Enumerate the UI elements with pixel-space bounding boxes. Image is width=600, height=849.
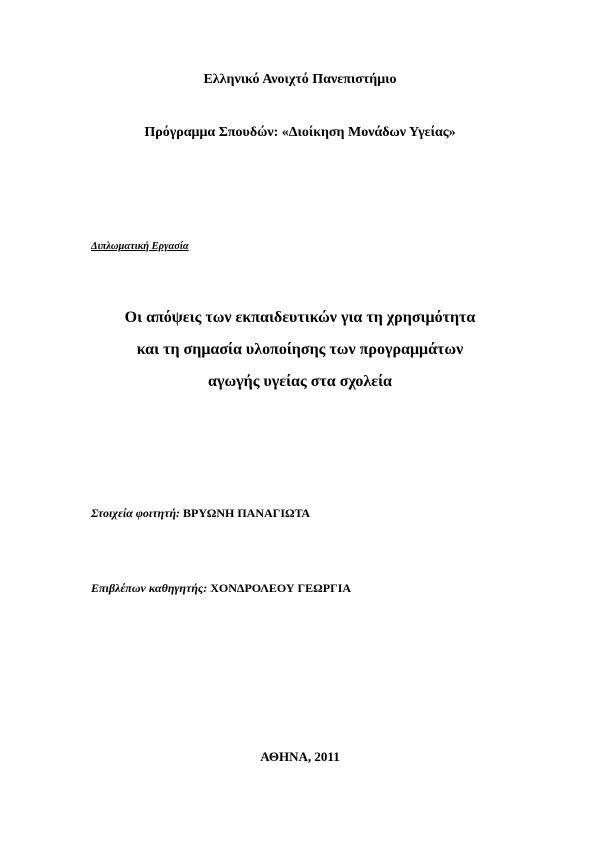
supervisor-info [91,581,351,596]
thesis-title-line: και τη σημασία υλοποίησης των προγραμμάτων [136,341,464,358]
study-program: Πρόγραμμα Σπουδών: «Διοίκηση Μονάδων Υγείας» [144,125,456,140]
supervisor-name: ΧΟΝΔΡΟΛΕΟΥ ΓΕΩΡΓΙΑ [210,581,352,595]
thesis-title-line: Οι απόψεις των εκπαιδευτικών για τη χρησιμότητα [124,309,476,326]
student-label: Στοιχεία φοιτητή: [91,506,184,520]
university-name: Ελληνικό Ανοιχτό Πανεπιστήμιο [203,72,397,87]
student-info [91,506,310,521]
thesis-title-line: αγωγής υγείας στα σχολεία [208,373,392,390]
place-and-date: ΑΘΗΝΑ, 2011 [260,749,340,764]
supervisor-label: Επιβλέπων καθηγητής: [91,581,211,595]
thesis-type-label: Διπλωματική Εργασία [91,241,189,252]
student-name: ΒΡΥΩΝΗ ΠΑΝΑΓΙΩΤΑ [183,506,311,520]
thesis-title [0,302,600,398]
